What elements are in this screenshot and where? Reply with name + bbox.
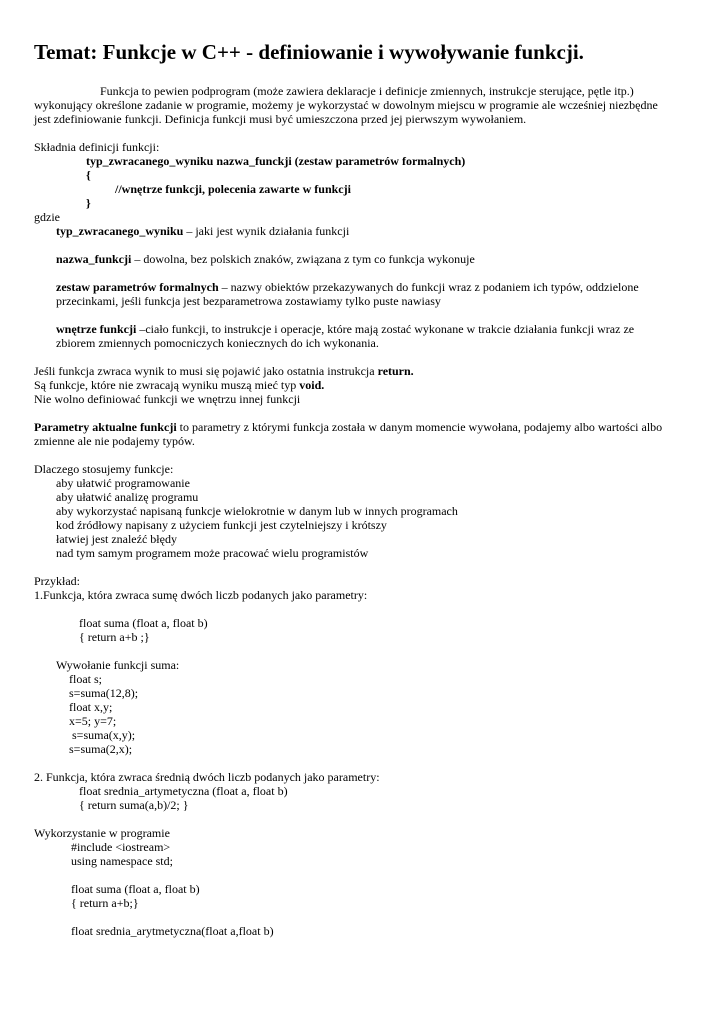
note-keyword: return. (377, 364, 414, 378)
code-line: using namespace std; (71, 854, 173, 868)
actual-params-desc: to parametry z którymi funkcja została w danym momencie wywołana, podajemy albo wartości albo (176, 420, 663, 434)
syntax-close-brace: } (86, 196, 91, 210)
def-term: typ_zwracanego_wyniku (56, 224, 184, 238)
def-term: wnętrze funkcji (56, 322, 137, 336)
syntax-where: gdzie (34, 210, 60, 224)
intro-line-1: Funkcja to pewien podprogram (może zawiera deklaracje i definicje zmiennych, instrukcje sterujące, pętle itp.) (100, 84, 634, 98)
syntax-body: //wnętrze funkcji, polecenia zawarte w funkcji (115, 182, 351, 196)
why-header: Dlaczego stosujemy funkcje: (34, 462, 174, 476)
page-title: Temat: Funkcje w C++ - definiowanie i wywoływanie funkcji. (34, 40, 584, 64)
code-line: { return suma(a,b)/2; } (79, 798, 189, 812)
list-item: aby wykorzystać napisaną funkcje wielokrotnie w danym lub w innych programach (56, 504, 458, 518)
list-item: łatwiej jest znaleźć błędy (56, 532, 177, 546)
syntax-signature: typ_zwracanego_wyniku nazwa_funckji (zestaw parametrów formalnych) (86, 154, 466, 168)
example-1-title: 1.Funkcja, która zwraca sumę dwóch liczb podanych jako parametry: (34, 588, 368, 602)
note-nested: Nie wolno definiować funkcji we wnętrzu innej funkcji (34, 392, 301, 406)
code-line: s=suma(2,x); (69, 742, 133, 756)
note-text: Są funkcje, które nie zwracają wyniku muszą mieć typ (34, 378, 300, 392)
def-function-body-cont: zbiorem zmiennych pomocniczych koniecznych do ich wykonania. (56, 336, 379, 350)
syntax-open-brace: { (86, 168, 91, 182)
code-line: float s; (69, 672, 102, 686)
def-term: zestaw parametrów formalnych (56, 280, 219, 294)
code-line: float suma (float a, float b) (71, 882, 200, 896)
intro-line-2: wykonujący określone zadanie w programie, możemy je wykorzystać w dowolnym miejscu w programie ale wcześniej niezbędne (34, 98, 658, 112)
list-item: aby ułatwić programowanie (56, 476, 190, 490)
code-line: s=suma(12,8); (69, 686, 139, 700)
def-desc: –ciało funkcji, to instrukcje i operacje, które mają zostać wykonane w trakcie działania funkcji wraz ze (136, 322, 635, 336)
def-formal-params-cont: przecinkami, jeśli funkcja jest bezparametrowa zostawiamy tylko puste nawiasy (56, 294, 441, 308)
syntax-header: Składnia definicji funkcji: (34, 140, 160, 154)
list-item: aby ułatwić analizę programu (56, 490, 199, 504)
list-item: nad tym samym programem może pracować wielu programistów (56, 546, 369, 560)
actual-params-term: Parametry aktualne funkcji (34, 420, 177, 434)
note-void (34, 378, 324, 392)
code-line: #include <iostream> (71, 840, 171, 854)
list-item: kod źródłowy napisany z użyciem funkcji jest czytelniejszy i krótszy (56, 518, 387, 532)
def-function-body (56, 322, 634, 336)
code-line: x=5; y=7; (69, 714, 117, 728)
code-line: float srednia_artymetyczna (float a, float b) (79, 784, 288, 798)
code-line: float srednia_arytmetyczna(float a,float b) (71, 924, 274, 938)
usage-header: Wykorzystanie w programie (34, 826, 170, 840)
call-header: Wywołanie funkcji suma: (56, 658, 180, 672)
def-return-type (56, 224, 349, 238)
note-return (34, 364, 414, 378)
note-keyword: void. (299, 378, 325, 392)
code-line: s=suma(x,y); (69, 728, 136, 742)
def-desc: – dowolna, bez polskich znaków, związana z tym co funkcja wykonuje (131, 252, 475, 266)
example-header: Przykład: (34, 574, 80, 588)
code-line: { return a+b ;} (79, 630, 150, 644)
example-2-title: 2. Funkcja, która zwraca średnią dwóch liczb podanych jako parametry: (34, 770, 380, 784)
actual-params-cont: zmienne ale nie podajemy typów. (34, 434, 195, 448)
code-line: { return a+b;} (71, 896, 139, 910)
def-function-name (56, 252, 475, 266)
actual-params (34, 420, 662, 434)
def-desc: – nazwy obiektów przekazywanych do funkcji wraz z podaniem ich typów, oddzielone (218, 280, 639, 294)
def-formal-params (56, 280, 639, 294)
code-line: float x,y; (69, 700, 113, 714)
note-text: Jeśli funkcja zwraca wynik to musi się pojawić jako ostatnia instrukcja (34, 364, 378, 378)
def-desc: – jaki jest wynik działania funkcji (183, 224, 350, 238)
intro-line-3: jest zdefiniowanie funkcji. Definicja funkcji musi być umieszczona przed jej pierwszym wywołaniem. (34, 112, 527, 126)
def-term: nazwa_funkcji (56, 252, 132, 266)
code-line: float suma (float a, float b) (79, 616, 208, 630)
